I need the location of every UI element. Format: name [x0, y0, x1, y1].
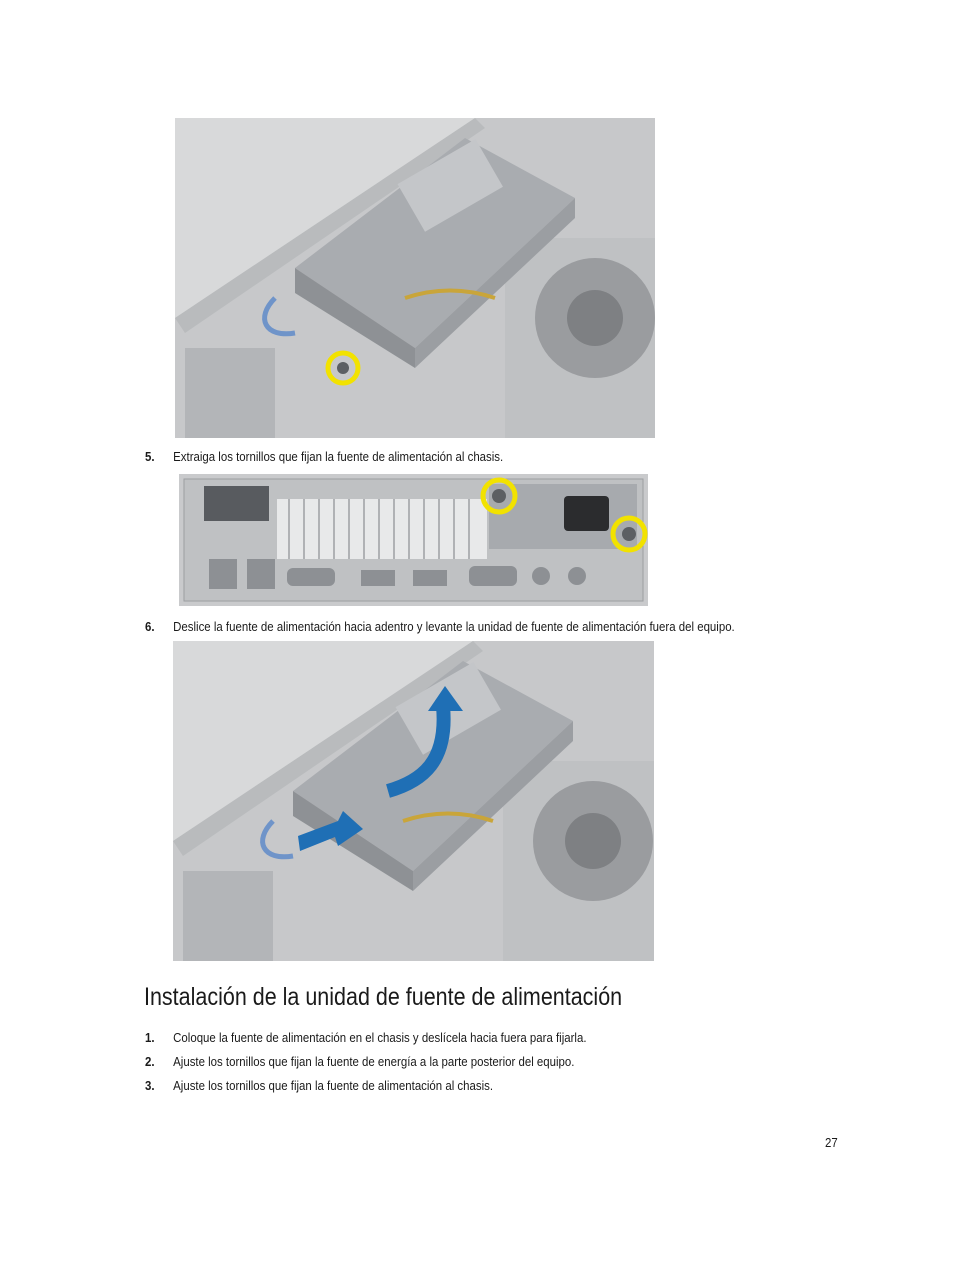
step-text: Coloque la fuente de alimentación en el chasis y deslícela hacia fuera para fijarla. [173, 1030, 587, 1045]
step-number: 6. [145, 619, 155, 634]
psu-chassis-illustration [175, 118, 655, 438]
step-number: 5. [145, 449, 155, 464]
step-text: Deslice la fuente de alimentación hacia adentro y levante la unidad de fuente de alimentación fuera del equipo. [173, 619, 735, 634]
rear-panel-illustration [179, 474, 648, 606]
figure-psu-screw [175, 118, 655, 438]
step-number: 3. [145, 1078, 155, 1093]
section-title: Instalación de la unidad de fuente de alimentación [144, 983, 623, 1011]
slide-lift-illustration [173, 641, 654, 961]
install-step-2 [145, 1054, 574, 1070]
figure-slide-lift [173, 641, 654, 961]
step-number: 1. [145, 1030, 155, 1045]
figure-rear-panel [179, 474, 648, 606]
install-step-1 [145, 1030, 587, 1046]
page-number: 27 [825, 1135, 838, 1150]
step-text: Extraiga los tornillos que fijan la fuente de alimentación al chasis. [173, 449, 504, 464]
step-number: 2. [145, 1054, 155, 1069]
step-5 [145, 449, 503, 465]
install-step-3 [145, 1078, 493, 1094]
step-text: Ajuste los tornillos que fijan la fuente de alimentación al chasis. [173, 1078, 494, 1093]
step-6 [145, 619, 735, 635]
step-text: Ajuste los tornillos que fijan la fuente de energía a la parte posterior del equipo. [173, 1054, 575, 1069]
